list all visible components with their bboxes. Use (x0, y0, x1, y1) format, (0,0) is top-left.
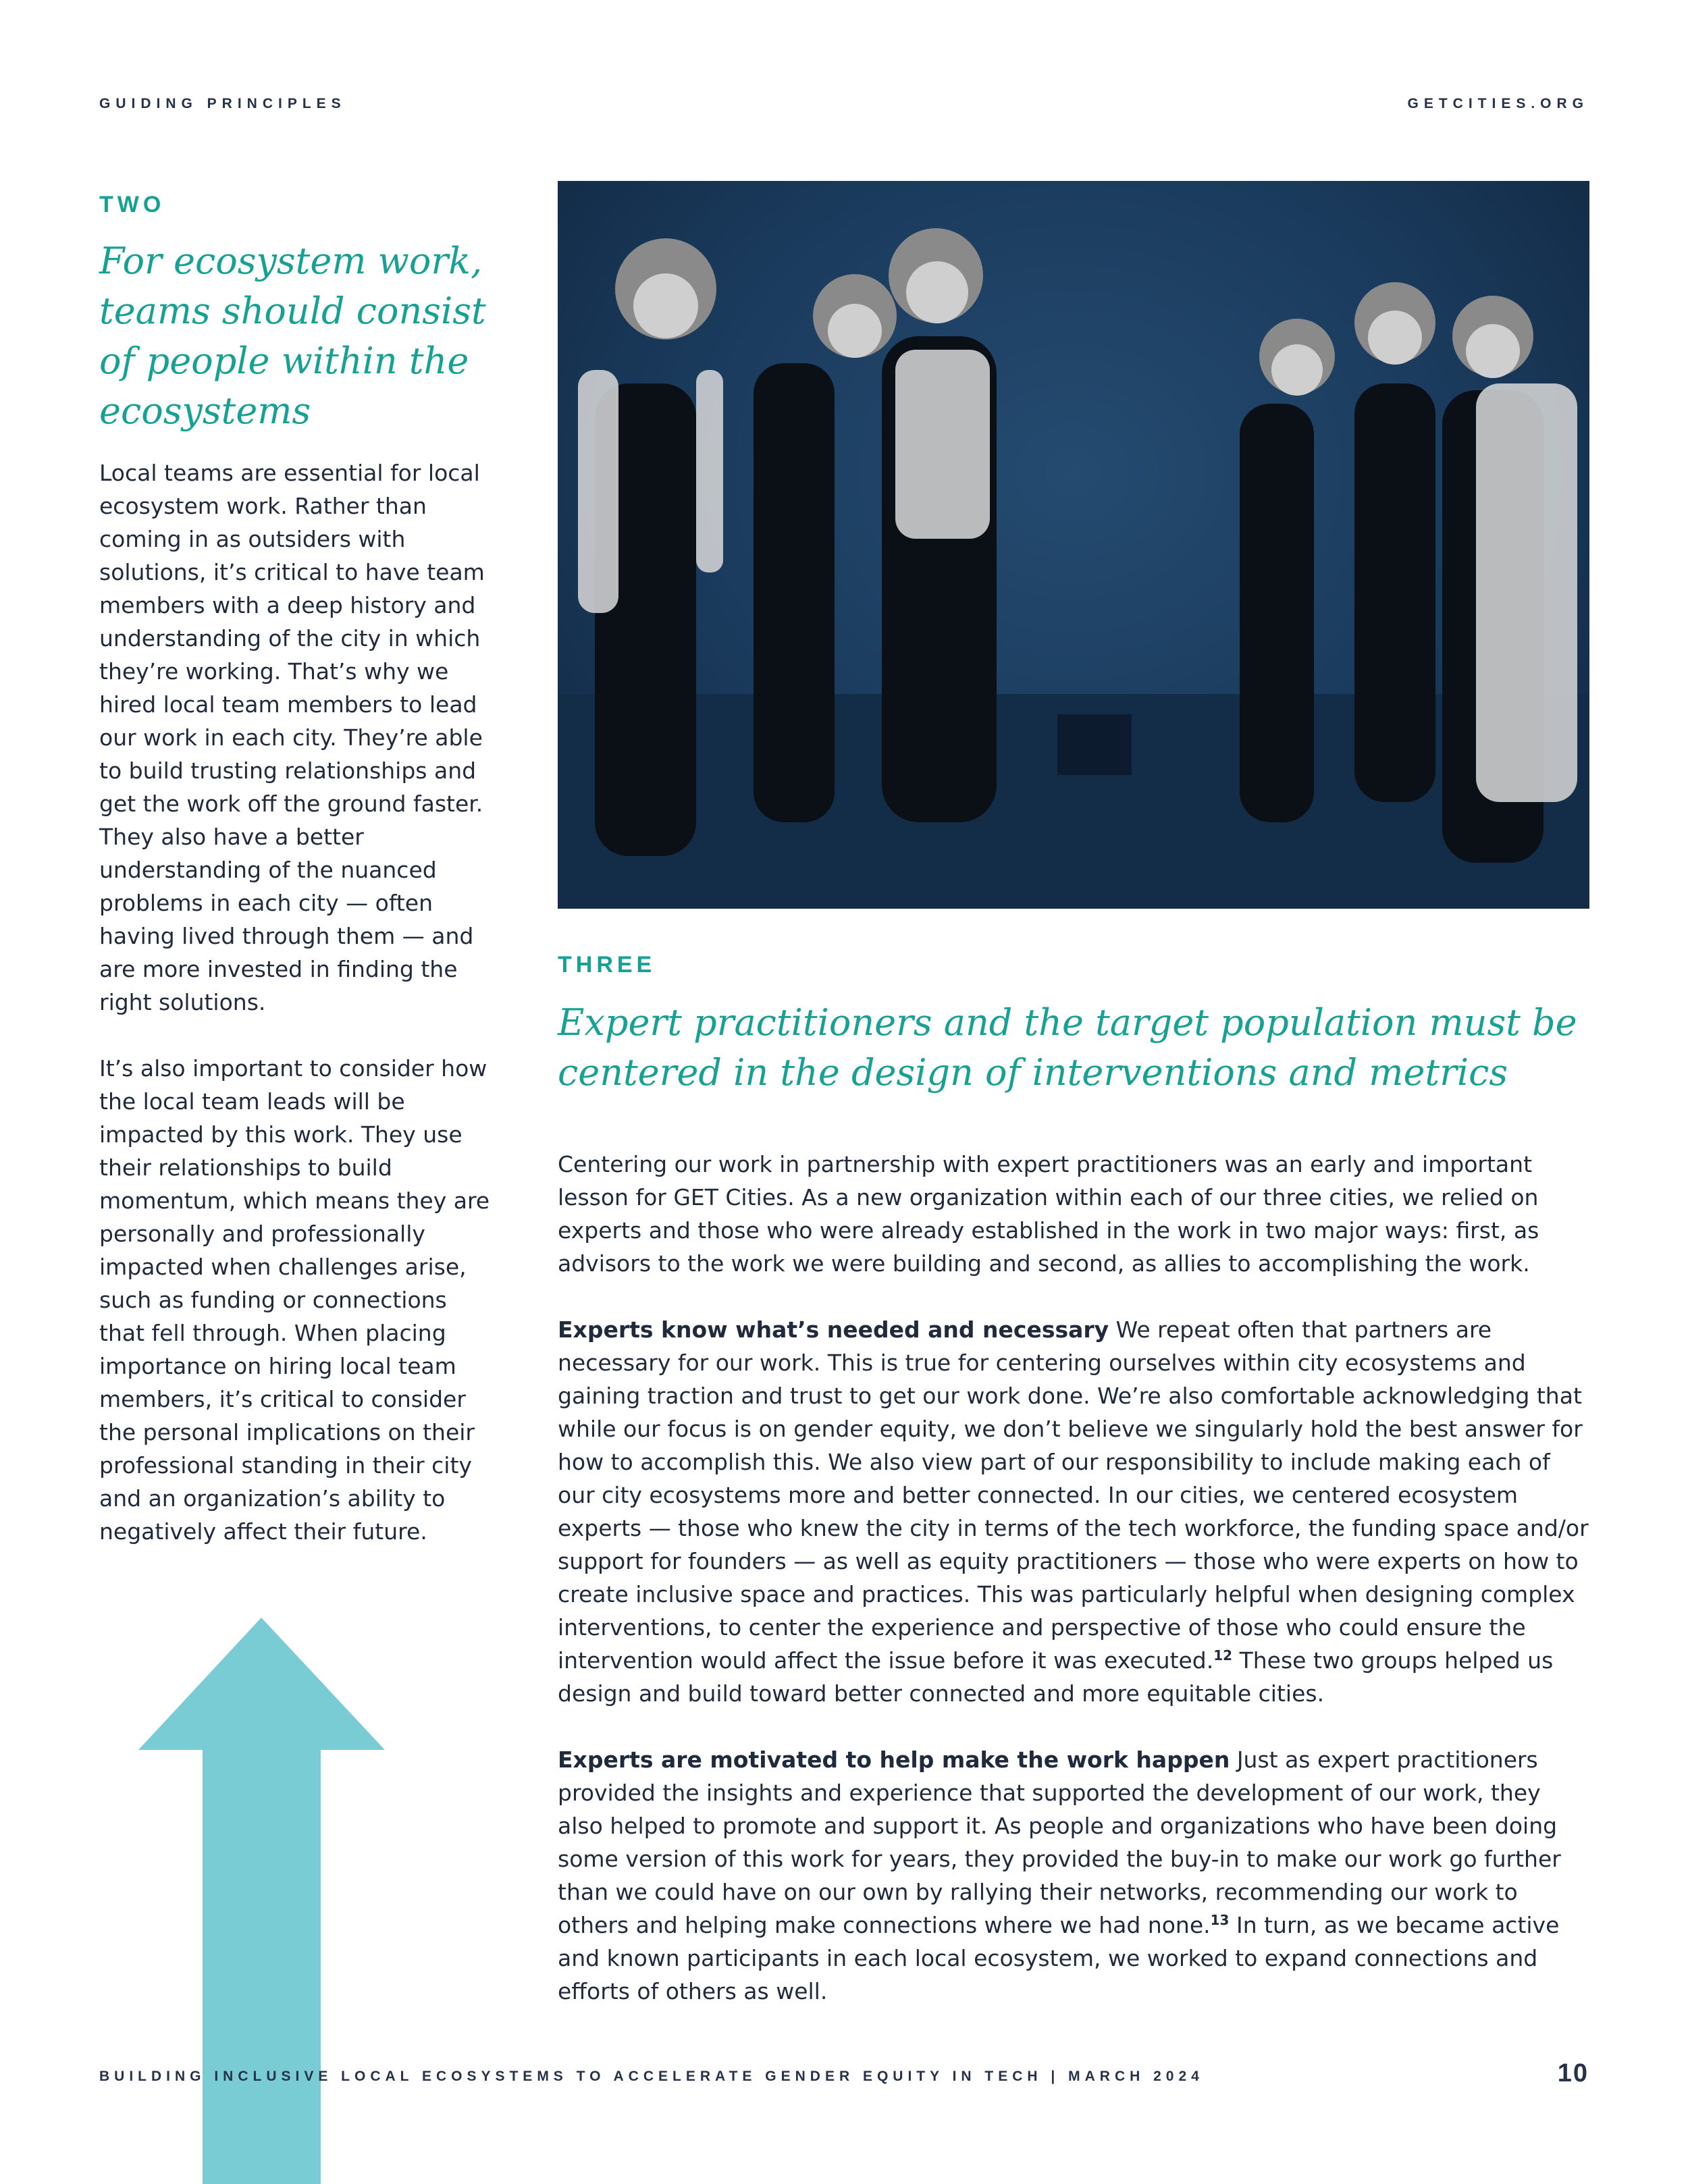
group-photo-illustration (558, 181, 1589, 909)
section-three-title: Expert practitioners and the target population must be centered in the design of interventions and metrics (558, 1001, 1577, 1094)
section-two-label: TWO (99, 192, 165, 217)
section-three-paragraph-experts-know (558, 1313, 1591, 1710)
section-two-paragraph-2: It’s also important to consider how the local team leads will be impacted by this work. They use their relationships to build momentum, which means they are personally and professionally impacted when challenges arise, such as funding or connections that fell through. When placing importance on hiring local team members, it’s critical to consider the personal implications on their professional standing in their city and an organization’s ability to negatively affect their future. (99, 1055, 490, 1545)
experts-motivated-tail: In turn, as we became active and known participants in each local ecosystem, we worked to expand connections and efforts of others as well. (558, 1912, 1560, 2004)
page-number: 10 (1557, 2059, 1589, 2087)
experts-know-text: We repeat often that partners are necessary for our work. This is true for centering ourselves within city ecosystems and gaining traction and trust to get our work done. We’re also comfortable acknowledging that while our focus is on gender equity, we don’t believe we singularly hold the best answer for how to accomplish this. We also view part of our responsibility to include making each of our city ecosystems more and better connected. In our cities, we centered ecosystem experts — those who knew the city in terms of the tech workforce, the funding space and/or support for founders — as well as equity practitioners — those who were experts on how to create inclusive space and practices. This was particularly helpful when designing complex interventions, to center the experience and perspective of those who could ensure the intervention would affect the issue before it was executed. (558, 1316, 1589, 1674)
section-two-title: For ecosystem work, teams should consist of people within the ecosystems (99, 240, 486, 432)
experts-know-heading: Experts know what’s needed and necessary (558, 1316, 1109, 1343)
section-three-body (558, 1148, 1591, 2041)
section-two-body (99, 456, 498, 1581)
section-three-label: THREE (558, 952, 656, 978)
running-header-site: GETCITIES.ORG (1407, 96, 1589, 111)
experts-know-tail: These two groups helped us design and build toward better connected and more equitable cities. (558, 1647, 1554, 1707)
running-header-section: GUIDING PRINCIPLES (99, 96, 346, 111)
arrow-up-icon (138, 1618, 385, 2184)
section-three-paragraph-experts-motivated (558, 1743, 1591, 2008)
section-three-intro: Centering our work in partnership with expert practitioners was an early and important lesson for GET Cities. As a new organization within each of our three cities, we relied on experts and those who were already established in the work in two major ways: first, as advisors to the work we were building and second, as allies to accomplishing the work. (558, 1151, 1539, 1277)
footnote-ref-12[interactable]: 12 (1213, 1647, 1233, 1663)
footnote-ref-13[interactable]: 13 (1210, 1912, 1230, 1928)
footer-report-title: BUILDING INCLUSIVE LOCAL ECOSYSTEMS TO ACCELERATE GENDER EQUITY IN TECH | MARCH 2024 (99, 2069, 1204, 2084)
group-photo (558, 181, 1589, 909)
section-two-paragraph-1: Local teams are essential for local ecosystem work. Rather than coming in as outsiders with solutions, it’s critical to have team members with a deep history and understanding of the city in which they’re working. That’s why we hired local team members to lead our work in each city. They’re able to build trusting relationships and get the work off the ground faster. They also have a better understanding of the nuanced problems in each city — often having lived through them — and are more invested in finding the right solutions. (99, 460, 485, 1015)
experts-motivated-text: Just as expert practitioners provided the insights and experience that supported the development of our work, they also helped to promote and support it. As people and organizations who have been doing some version of this work for years, they provided the buy-in to make our work go further than we could have on our own by rallying their networks, recommending our work to others and helping make connections where we had none. (558, 1747, 1561, 1938)
experts-motivated-heading: Experts are motivated to help make the work happen (558, 1747, 1230, 1773)
